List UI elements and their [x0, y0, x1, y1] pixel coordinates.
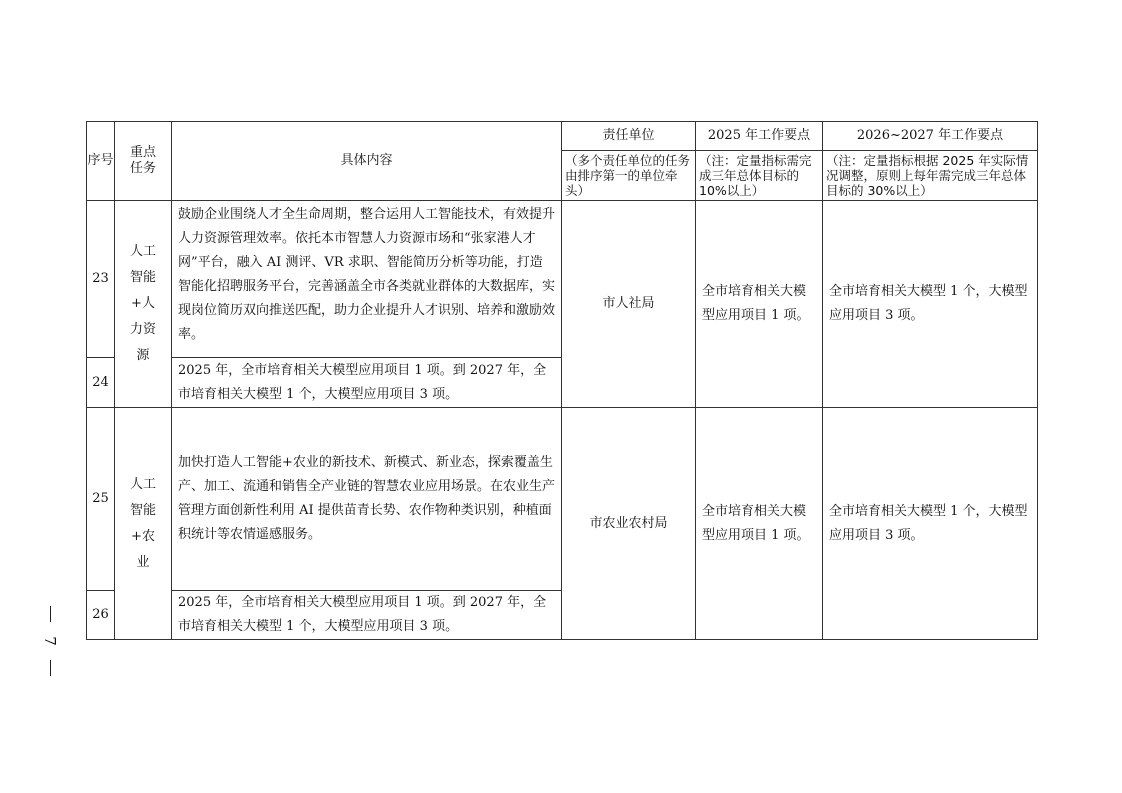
row-seq: 24	[87, 358, 115, 408]
page-dash	[50, 660, 51, 676]
table-row	[87, 408, 1038, 591]
y2026-cell: 全市培育相关大模型 1 个，大模型应用项目 3 项。	[823, 408, 1038, 640]
header-task: 重点任务	[115, 122, 172, 201]
y2026-cell: 全市培育相关大模型 1 个，大模型应用项目 3 项。	[823, 201, 1038, 408]
content-cell: 加快打造人工智能+农业的新技术、新模式、新业态，探索覆盖生产、加工、流通和销售全产业链的智慧农业应用场景。在农业生产管理方面创新性利用 AI 提供苗青长势、农作物种类识别，种植面积统计等农情遥感服务。	[172, 408, 562, 591]
task-cell: 人工智能+人力资源	[115, 201, 172, 408]
page-number-text: 7	[40, 636, 59, 646]
content-cell: 2025 年，全市培育相关大模型应用项目 1 项。到 2027 年，全市培育相关大模型 1 个，大模型应用项目 3 项。	[172, 591, 562, 640]
y2025-cell: 全市培育相关大模型应用项目 1 项。	[696, 201, 823, 408]
header-unit-note: （多个责任单位的任务由排序第一的单位牵头）	[562, 151, 696, 201]
row-seq: 25	[87, 408, 115, 591]
unit-cell: 市人社局	[562, 201, 696, 408]
row-seq: 23	[87, 201, 115, 358]
header-2025: 2025 年工作要点	[696, 122, 823, 151]
header-2026-note: （注：定量指标根据 2025 年实际情况调整，原则上每年需完成三年总体目标的 30%以上）	[823, 151, 1038, 201]
page-number	[40, 606, 60, 676]
unit-cell: 市农业农村局	[562, 408, 696, 640]
header-2026-2027: 2026~2027 年工作要点	[823, 122, 1038, 151]
y2025-cell: 全市培育相关大模型应用项目 1 项。	[696, 408, 823, 640]
header-2025-note: （注：定量指标需完成三年总体目标的 10%以上）	[696, 151, 823, 201]
header-unit: 责任单位	[562, 122, 696, 151]
row-seq: 26	[87, 591, 115, 640]
task-cell: 人工智能+农业	[115, 408, 172, 640]
content-cell: 2025 年，全市培育相关大模型应用项目 1 项。到 2027 年，全市培育相关大模型 1 个，大模型应用项目 3 项。	[172, 358, 562, 408]
work-plan-table	[86, 121, 1038, 640]
content-cell: 鼓励企业围绕人才全生命周期，整合运用人工智能技术，有效提升人力资源管理效率。依托本市智慧人力资源市场和“张家港人才网”平台，融入 AI 测评、VR 求职、智能简历分析等功能，打造智能化招聘服务平台，完善涵盖全市各类就业群体的大数据库，实现岗位简历双向推送匹配，助力企业提升人才识别、培养和激励效率。	[172, 201, 562, 358]
table-row	[87, 201, 1038, 358]
page-dash	[50, 606, 51, 622]
header-seq: 序号	[87, 122, 115, 201]
header-content: 具体内容	[172, 122, 562, 201]
